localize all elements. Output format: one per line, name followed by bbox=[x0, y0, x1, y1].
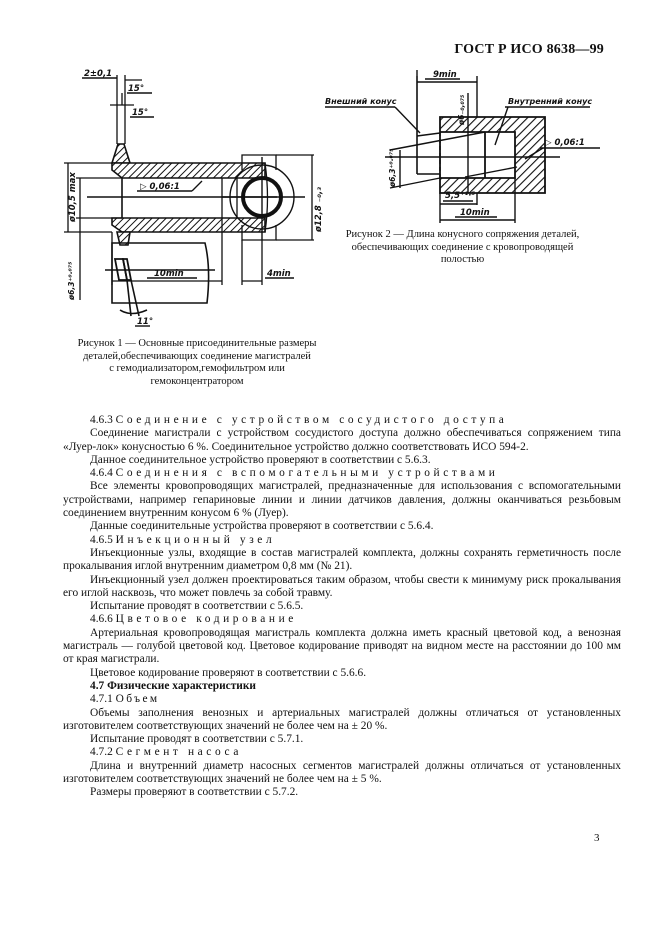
dia-12-label: ø12,8 ₋₀,₃ bbox=[314, 187, 324, 232]
len-10-label-2: 10min bbox=[460, 208, 490, 218]
angle-11-label: 11° bbox=[137, 317, 154, 327]
dia-inner-label: ø6,3⁺⁰·⁰⁷⁵ bbox=[67, 261, 76, 300]
figure-1-side-view bbox=[105, 238, 215, 333]
dia-6-3-label: ø6,3⁺⁰·⁰⁷⁵ bbox=[388, 148, 397, 187]
paragraph: Инъекционный узел должен проектироваться таким образом, чтобы свести к минимуму риск прокалывания его иглой насквозь, что может повлечь за собой травму. bbox=[63, 573, 621, 599]
section-title: Сегмент насоса bbox=[115, 746, 242, 759]
paragraph: Объемы заполнения венозных и артериальных магистралей должны отличаться от установленных изготовителем соответствующих значений не более чем на ± 20 %. bbox=[63, 706, 621, 732]
heading-4-6-3 bbox=[63, 414, 621, 427]
section-title: Цветовое кодирование bbox=[115, 613, 297, 626]
section-title: Объем bbox=[115, 693, 160, 706]
section-number: 4.6.4 bbox=[90, 467, 113, 480]
paragraph: Длина и внутренний диаметр насосных сегментов магистралей должны отличаться от установленных изготовителем соответствующих значений не более чем на ± 5 %. bbox=[63, 759, 621, 786]
figure-2-drawing bbox=[325, 65, 600, 225]
paragraph: Артериальная кровопроводящая магистраль комплекта должна иметь красный цветовой код, а венозная магистраль — голубой цветовой код. Цветовое кодирование приводят на видном месте на расстоянии до 100 мм от края магистрали. bbox=[63, 626, 621, 666]
paragraph: Данное соединительное устройство проверяют в соответствии с 5.6.3. bbox=[90, 453, 431, 466]
section-number: 4.6.3 bbox=[90, 414, 113, 426]
heading-4-6-4 bbox=[63, 467, 621, 480]
len-5-5-label: 5,5⁺¹·⁵ bbox=[445, 191, 476, 201]
paragraph: Размеры проверяют в соответствии с 5.7.2. bbox=[90, 786, 299, 799]
len-10-label: 10min bbox=[154, 269, 184, 279]
body-text bbox=[63, 414, 621, 800]
paragraph: Данные соединительные устройства проверяют в соответствии с 5.6.4. bbox=[90, 520, 434, 533]
angle-15b-label: 15° bbox=[132, 108, 149, 118]
paragraph: Соединение магистрали с устройством сосудистого доступа должно обеспечиваться сопряжением типа «Луер-лок» конусностью 6 %. Соединительное устройство должно соответствовать ИСО 594-2. bbox=[63, 427, 621, 453]
len-4-label: 4min bbox=[267, 269, 291, 279]
angle-15a-label: 15° bbox=[128, 84, 145, 94]
document-header: ГОСТ Р ИСО 8638—99 bbox=[454, 42, 604, 57]
paragraph: Испытание проводят в соответствии с 5.7.1. bbox=[90, 733, 304, 746]
caption-line: с гемодиализатором,гемофильтром или bbox=[109, 363, 285, 374]
heading-4-7-2 bbox=[63, 746, 621, 759]
taper-label: ▷ 0,06:1 bbox=[140, 182, 180, 192]
dia-outer-label: ø10,5 max bbox=[68, 172, 78, 222]
len-9-label: 9min bbox=[433, 70, 457, 80]
heading-4-7-1 bbox=[63, 693, 621, 706]
heading-4-6-5 bbox=[63, 534, 621, 547]
section-number: 4.7.1 bbox=[90, 693, 113, 706]
page-number: 3 bbox=[594, 832, 600, 844]
paragraph: Все элементы кровопроводящих магистралей, предназначенные для использования с вспомогательными устройствами, например гепариновые линии и линии датчиков давления, должны оканчиваться резьбовым соединением внутренним конусом 6 % (Луер). bbox=[63, 480, 621, 520]
heading-4-7: 4.7 Физические характеристики bbox=[90, 679, 256, 692]
figure-2-caption bbox=[325, 229, 600, 267]
section-title: Соединение с устройством сосудистого доступа bbox=[115, 414, 508, 426]
section-title: Соединения с вспомогательными устройствами bbox=[115, 467, 499, 480]
section-number: 4.6.5 bbox=[90, 533, 113, 546]
caption-line: Рисунок 1 — Основные присоединительные размеры bbox=[77, 338, 317, 349]
caption-line: деталей,обеспечивающих соединение магистралей bbox=[83, 350, 311, 362]
caption-line: полостью bbox=[440, 254, 485, 265]
outer-cone-label: Внешний конус bbox=[325, 97, 397, 106]
section-number: 4.6.6 bbox=[90, 613, 113, 626]
inner-cone-label: Внутренний конус bbox=[508, 97, 593, 106]
caption-line: гемоконцентратором bbox=[150, 375, 244, 387]
figure-1-caption bbox=[62, 338, 332, 388]
dia-6-top-label: ø6₋₀,₀₇₅ bbox=[457, 94, 466, 125]
paragraph: Испытание проводят в соответствии с 5.6.5. bbox=[90, 600, 304, 613]
paragraph: Цветовое кодирование проверяют в соответствии с 5.6.6. bbox=[90, 666, 367, 679]
caption-line: Рисунок 2 — Длина конусного сопряжения деталей, bbox=[345, 229, 580, 240]
paragraph: Инъекционные узлы, входящие в состав магистралей комплекта, должны сохранять герметичность после прокалывания иглой внутренним диаметром 0,8 мм (№ 21). bbox=[63, 546, 621, 573]
heading-4-6-6 bbox=[63, 613, 621, 626]
section-number: 4.7.2 bbox=[90, 746, 113, 759]
taper-label-2: ▷ 0,06:1 bbox=[545, 138, 585, 148]
dim-2-label: 2±0,1 bbox=[84, 69, 113, 79]
caption-line: обеспечивающих соединение с кровопроводящей bbox=[351, 241, 574, 253]
section-title: Инъекционный узел bbox=[115, 533, 276, 546]
